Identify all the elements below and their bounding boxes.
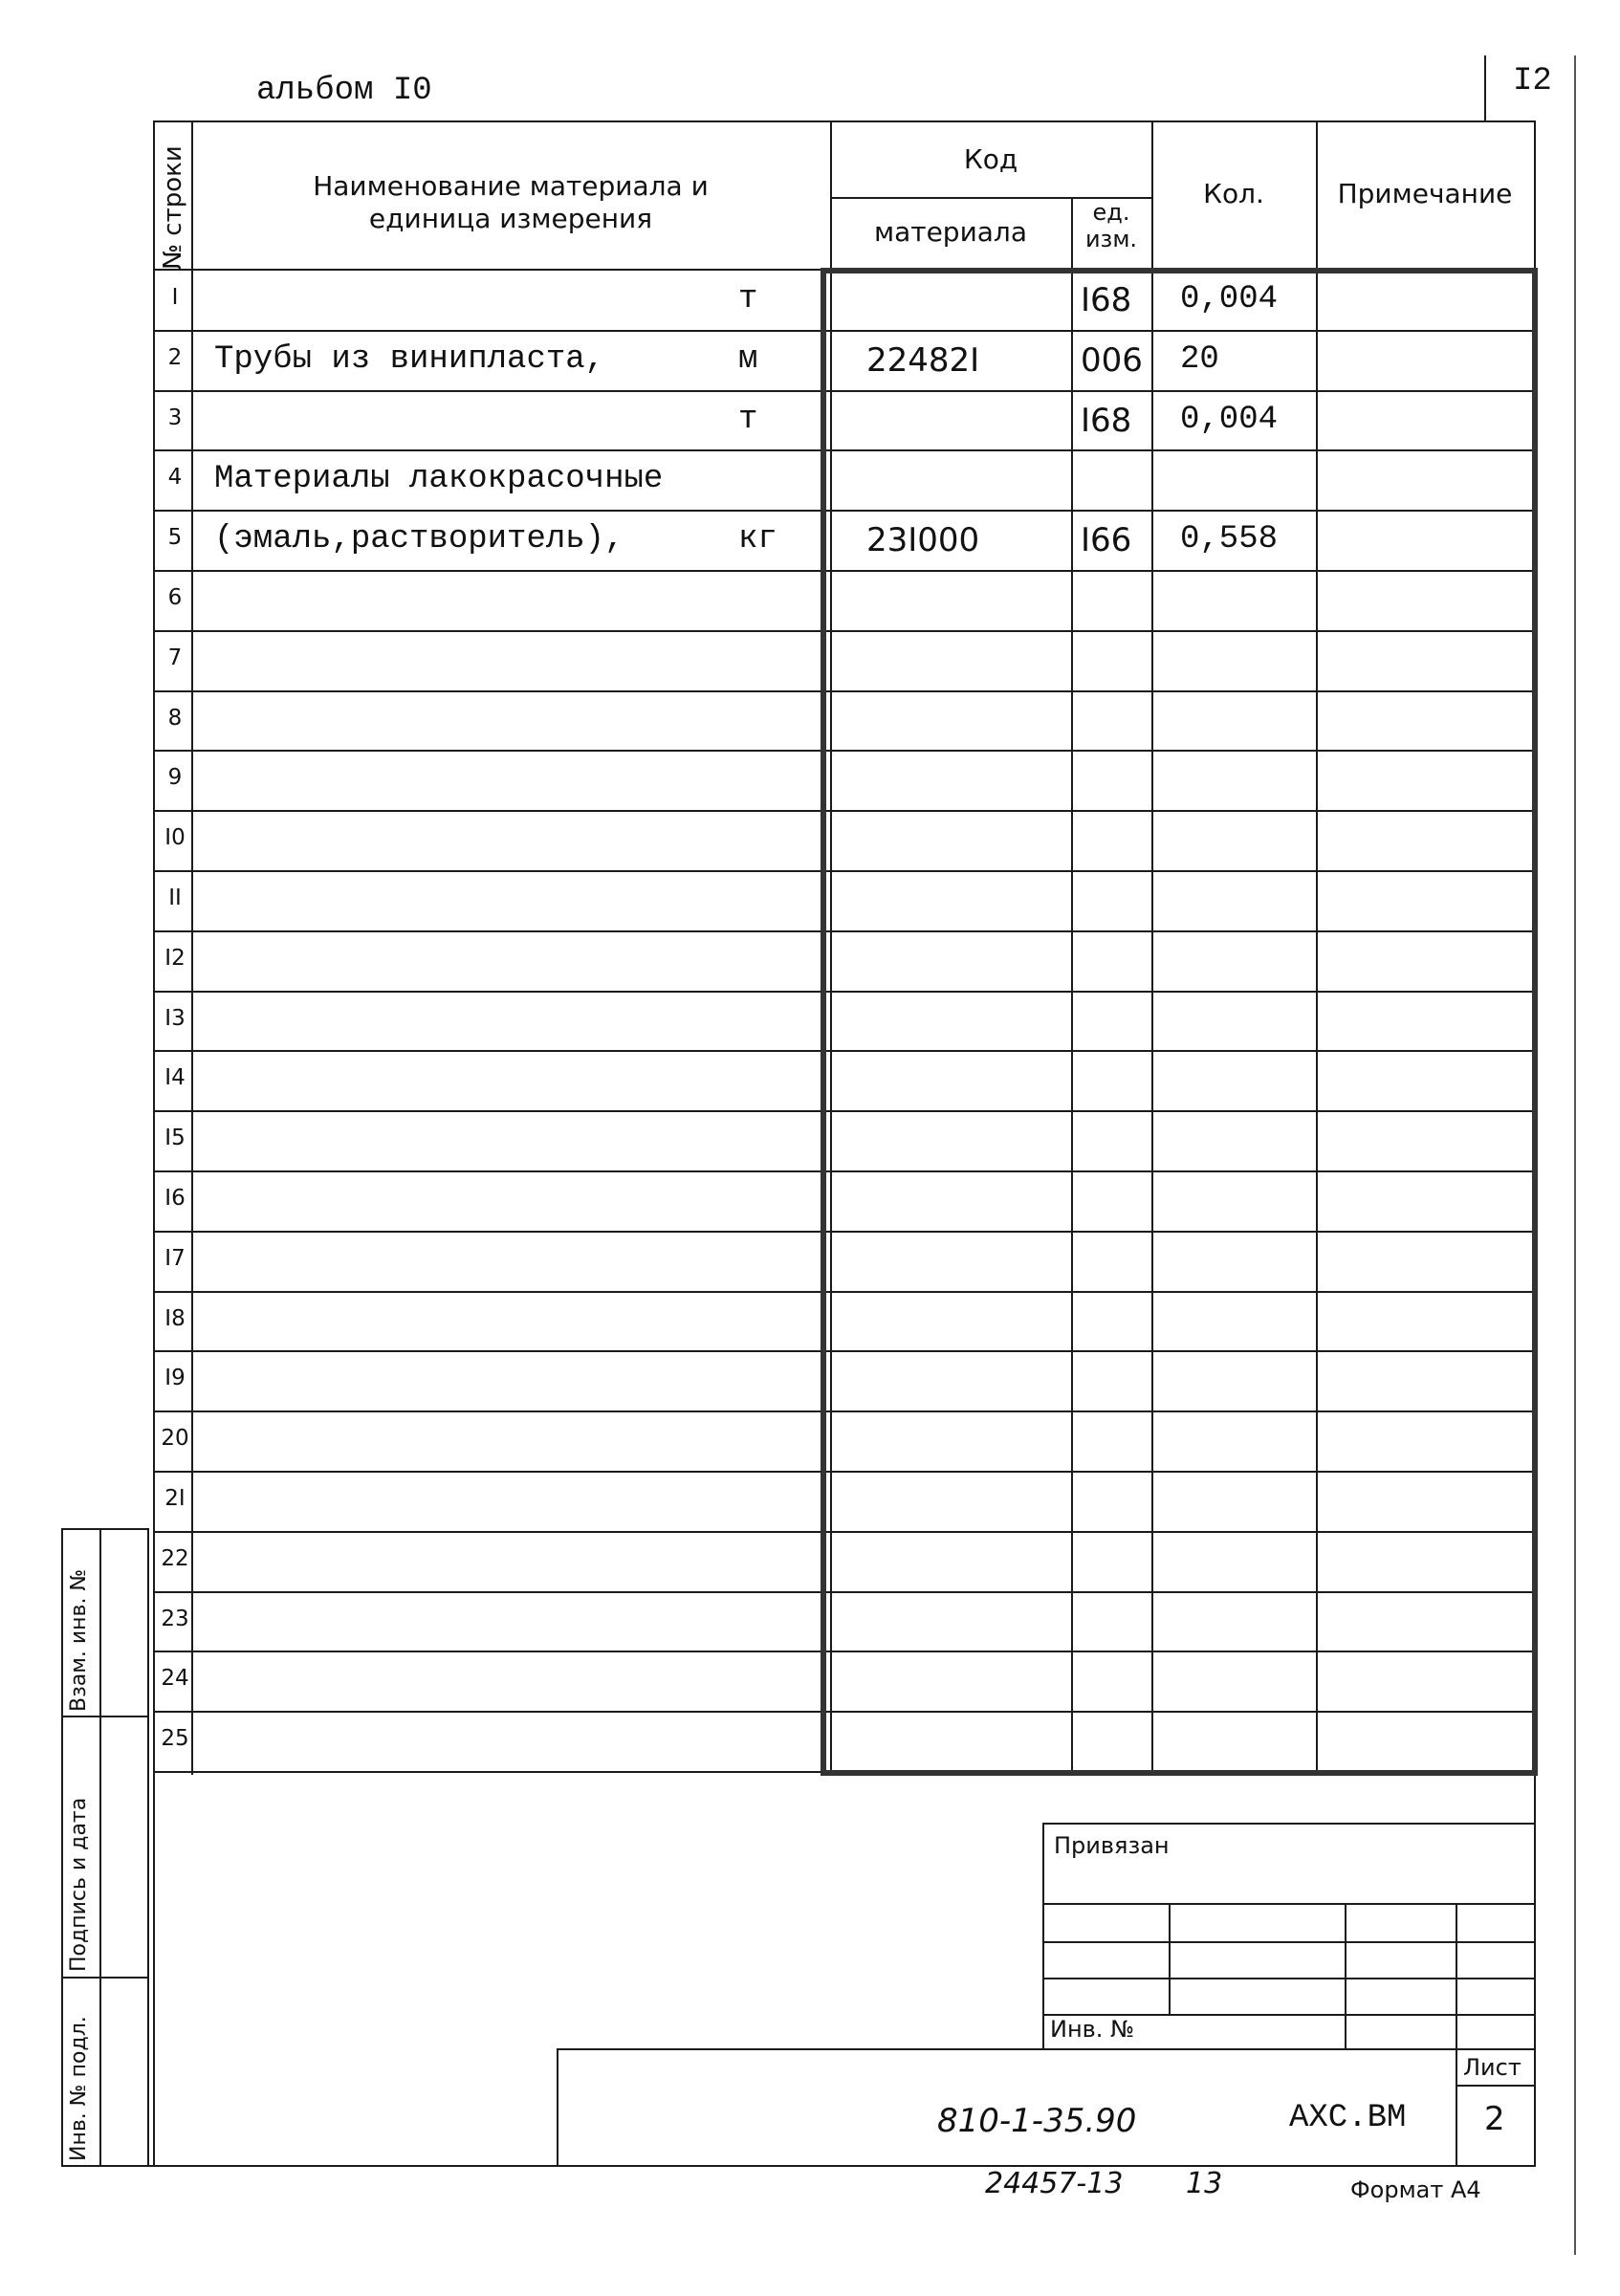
row-divider bbox=[153, 570, 1536, 572]
material-code: 23I000 bbox=[866, 521, 980, 560]
row-divider bbox=[153, 750, 1536, 752]
row-number-header: № строки bbox=[159, 145, 187, 270]
row-divider bbox=[153, 1410, 1536, 1412]
vzam-inv-label: Взам. инв. № bbox=[67, 1568, 91, 1712]
quantity: 0,558 bbox=[1180, 521, 1279, 558]
row-divider bbox=[153, 810, 1536, 812]
corner-divider bbox=[1484, 55, 1486, 120]
thick-frame-top bbox=[826, 268, 1538, 273]
row-number: I3 bbox=[164, 1005, 186, 1031]
row-divider bbox=[153, 1110, 1536, 1112]
privyazan-label: Привязан bbox=[1054, 1832, 1170, 1859]
material-code: 22482I bbox=[866, 340, 980, 380]
name-header-line2: единица измерения bbox=[368, 203, 653, 234]
list-label: Лист bbox=[1463, 2054, 1521, 2081]
row-number: 25 bbox=[161, 1726, 189, 1752]
order-number: 24457-13 bbox=[985, 2167, 1124, 2200]
row-divider bbox=[153, 1711, 1536, 1713]
column-divider bbox=[191, 270, 193, 1773]
row-number: 6 bbox=[167, 585, 183, 610]
unit-code: 006 bbox=[1081, 340, 1143, 380]
row-divider bbox=[153, 1170, 1536, 1172]
row-number: I4 bbox=[164, 1065, 186, 1091]
podpis-data-label: Подпись и дата bbox=[67, 1797, 91, 1972]
row-divider bbox=[153, 1050, 1536, 1052]
thick-frame-right bbox=[1532, 268, 1538, 1776]
row-divider bbox=[153, 330, 1536, 332]
material-name: (эмаль,растворитель), bbox=[214, 521, 624, 558]
unit-code: I68 bbox=[1081, 281, 1132, 319]
unit-code: I68 bbox=[1081, 401, 1132, 440]
column-divider bbox=[830, 270, 832, 1773]
row-number: 22 bbox=[161, 1545, 189, 1571]
unit-name: т bbox=[738, 281, 758, 317]
code-header: Код bbox=[963, 143, 1018, 175]
row-divider bbox=[153, 1531, 1536, 1533]
unit-code-header-line2: изм. bbox=[1084, 226, 1138, 252]
row-number: 5 bbox=[167, 525, 183, 551]
page-number: 13 bbox=[1186, 2167, 1223, 2200]
row-number: I9 bbox=[164, 1366, 186, 1391]
quantity: 20 bbox=[1180, 340, 1219, 378]
quantity-header: Кол. bbox=[1203, 178, 1264, 209]
thick-frame-bottom bbox=[821, 1770, 1538, 1776]
document-mark: АХС.ВМ bbox=[1289, 2100, 1407, 2136]
row-number: I7 bbox=[164, 1245, 186, 1271]
format-label: Формат А4 bbox=[1350, 2176, 1481, 2203]
unit-name: м bbox=[738, 340, 758, 378]
material-code-header: материала bbox=[873, 216, 1027, 248]
row-divider bbox=[153, 1350, 1536, 1352]
row-number: 7 bbox=[167, 645, 183, 670]
right-margin-line bbox=[1574, 55, 1576, 2255]
row-number: II bbox=[168, 886, 182, 910]
row-divider bbox=[153, 690, 1536, 692]
row-number: 24 bbox=[161, 1666, 189, 1692]
row-divider bbox=[153, 930, 1536, 932]
row-number: 9 bbox=[167, 765, 183, 791]
row-divider bbox=[153, 1231, 1536, 1233]
row-number: 2I bbox=[164, 1486, 186, 1511]
inv-no-label: Инв. № bbox=[1050, 2016, 1135, 2043]
row-divider bbox=[153, 1651, 1536, 1652]
row-divider bbox=[153, 630, 1536, 632]
thick-frame-left bbox=[821, 268, 826, 1776]
row-number: 3 bbox=[167, 405, 183, 430]
inv-podl-label: Инв. № подл. bbox=[67, 2016, 91, 2161]
unit-code-header-line1: ед. bbox=[1092, 199, 1130, 226]
row-divider bbox=[153, 991, 1536, 993]
row-divider bbox=[153, 1591, 1536, 1593]
row-number: I8 bbox=[164, 1305, 186, 1331]
row-divider bbox=[153, 510, 1536, 512]
row-number: 2 bbox=[167, 344, 183, 370]
document-code: 810-1-35.90 bbox=[937, 2102, 1137, 2140]
row-number: I5 bbox=[164, 1126, 186, 1151]
unit-name: т bbox=[738, 401, 758, 438]
row-number: 8 bbox=[167, 705, 183, 731]
row-divider bbox=[153, 1471, 1536, 1473]
quantity: 0,004 bbox=[1180, 281, 1279, 317]
row-divider bbox=[153, 449, 1536, 451]
row-divider bbox=[153, 1291, 1536, 1293]
row-number: I2 bbox=[164, 945, 186, 971]
column-divider bbox=[1316, 270, 1318, 1773]
material-name: Материалы лакокрасочные bbox=[214, 461, 664, 498]
row-divider bbox=[153, 390, 1536, 392]
row-number: I6 bbox=[164, 1186, 186, 1211]
name-header-line1: Наименование материала и bbox=[313, 170, 709, 202]
unit-name: кг bbox=[738, 521, 777, 558]
column-divider bbox=[1151, 270, 1153, 1773]
album-label: альбом I0 bbox=[256, 73, 432, 109]
note-header: Примечание bbox=[1337, 178, 1513, 209]
column-divider bbox=[1071, 270, 1073, 1773]
sheet-corner-number: I2 bbox=[1513, 63, 1552, 99]
row-divider bbox=[153, 870, 1536, 872]
row-number: I0 bbox=[164, 825, 186, 851]
row-number: 4 bbox=[167, 465, 183, 491]
row-number: 20 bbox=[161, 1426, 189, 1452]
unit-code: I66 bbox=[1081, 521, 1132, 560]
row-number: I bbox=[171, 285, 179, 310]
row-number: 23 bbox=[161, 1606, 189, 1631]
quantity: 0,004 bbox=[1180, 401, 1279, 438]
material-name: Трубы из винипласта, bbox=[214, 340, 605, 378]
list-number: 2 bbox=[1484, 2100, 1505, 2138]
